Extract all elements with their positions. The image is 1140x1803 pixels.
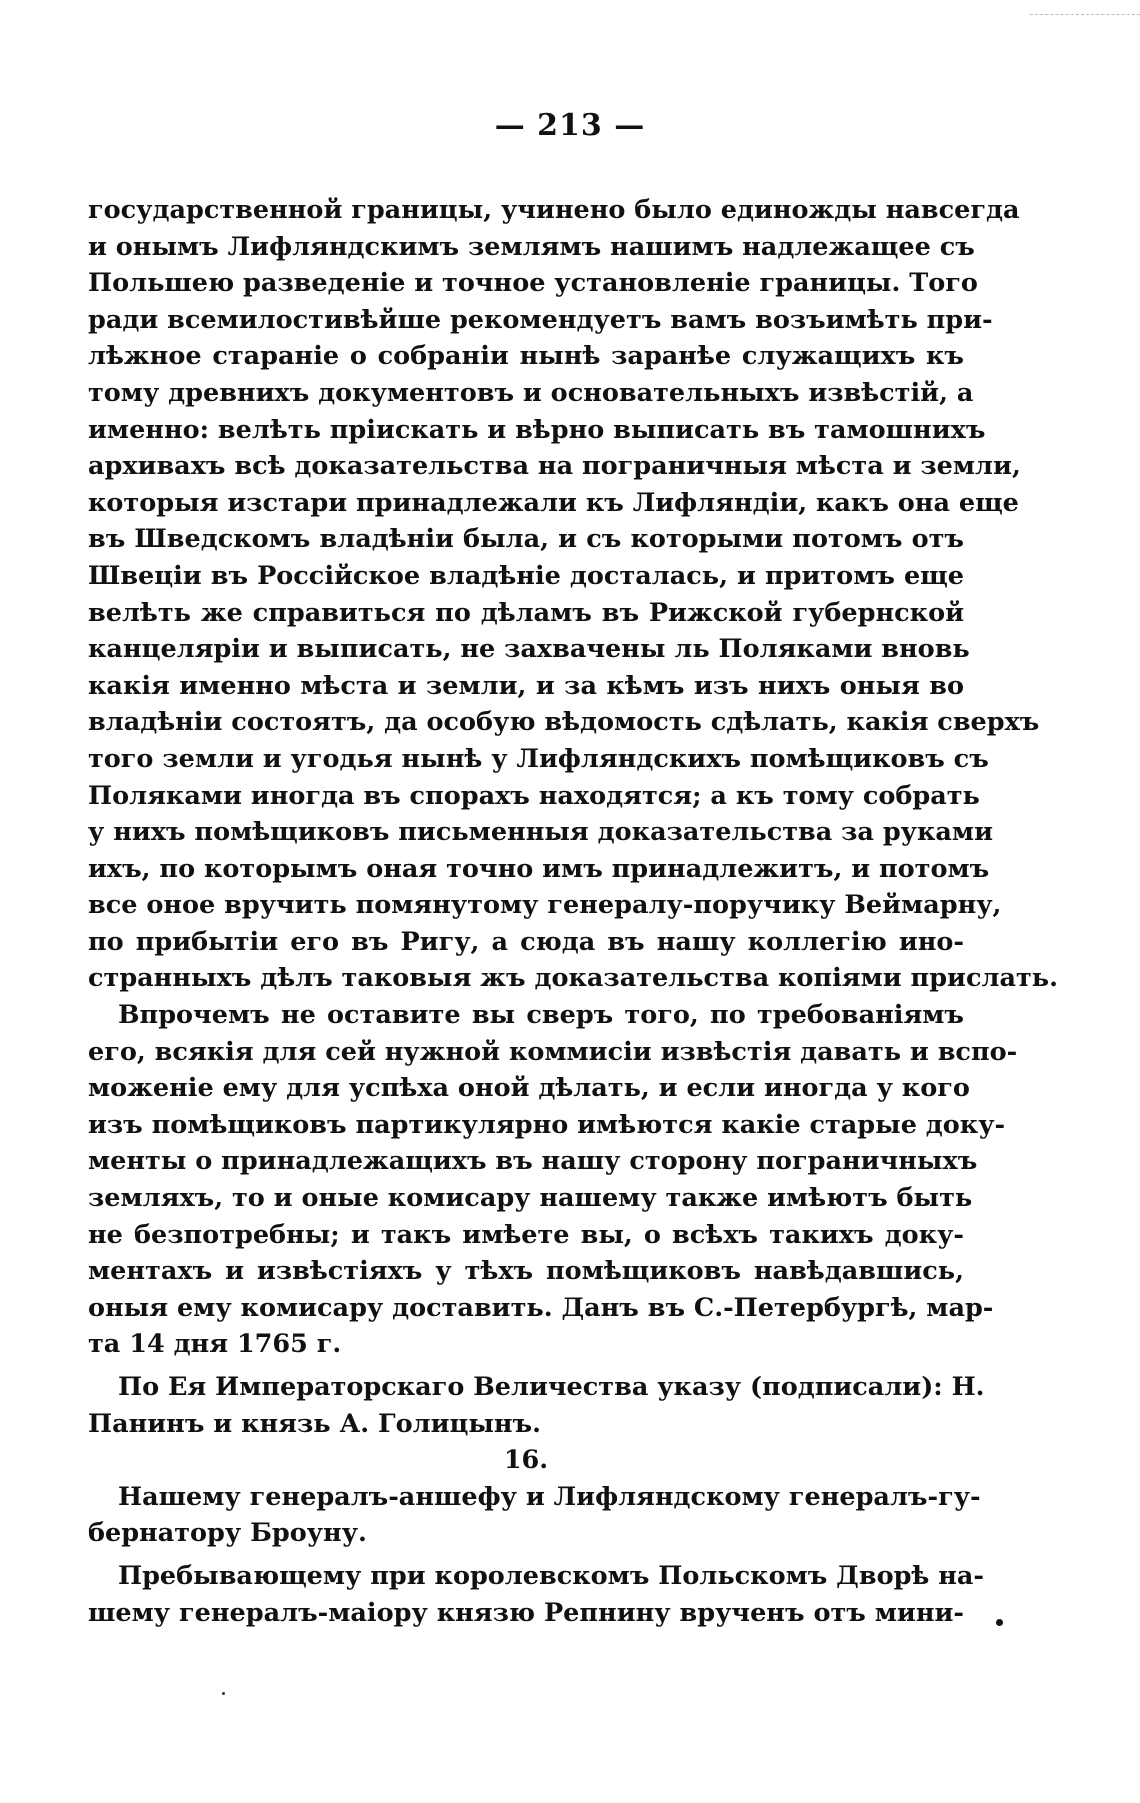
page-text bbox=[88, 192, 1058, 1631]
text-line: моженіе ему для успѣха оной дѣлать, и если иногда у кого bbox=[88, 1073, 970, 1104]
margin-dot bbox=[996, 1619, 1003, 1626]
text-line: ихъ, по которымъ оная точно имъ принадлежитъ, и потомъ bbox=[88, 853, 990, 884]
text-line: тому древнихъ документовъ и основательныхъ извѣстій, а bbox=[88, 377, 974, 408]
text-line: и онымъ Лифляндскимъ землямъ нашимъ надлежащее съ bbox=[88, 231, 975, 262]
text-line: оныя ему комисару доставить. Данъ въ С.-Петербургѣ, мар- bbox=[88, 1292, 994, 1323]
paragraph-decree-body bbox=[88, 192, 1058, 997]
text-line: изъ помѣщиковъ партикулярно имѣются какіе старые доку- bbox=[88, 1109, 1006, 1140]
section-address bbox=[88, 1479, 981, 1552]
text-line: ментахъ и извѣстіяхъ у тѣхъ помѣщиковъ навѣдавшись, bbox=[88, 1256, 964, 1287]
text-line: владѣніи состоятъ, да особую вѣдомость сдѣлать, какія сверхъ bbox=[88, 707, 1040, 738]
text-line: того земли и угодья нынѣ у Лифляндскихъ помѣщиковъ съ bbox=[88, 743, 989, 774]
text-line: его, всякія для сей нужной коммисіи извѣстія давать и вспо- bbox=[88, 1036, 1018, 1067]
text-line: Пребывающему при королевскомъ Польскомъ Дворѣ на- bbox=[118, 1560, 984, 1591]
text-line: которыя изстари принадлежали къ Лифляндіи, какъ она еще bbox=[88, 487, 1019, 518]
text-line: земляхъ, то и оные комисару нашему также имѣютъ быть bbox=[88, 1183, 973, 1214]
text-line: менты о принадлежащихъ въ нашу сторону пограничныхъ bbox=[88, 1146, 978, 1177]
text-line: велѣть же справиться по дѣламъ въ Рижской губернской bbox=[88, 597, 964, 628]
section-opening bbox=[88, 1558, 984, 1631]
text-line: Поляками иногда въ спорахъ находятся; а къ тому собрать bbox=[88, 780, 980, 811]
text-line: не безпотребны; и такъ имѣете вы, о всѣхъ такихъ доку- bbox=[88, 1219, 964, 1250]
text-line: архивахъ всѣ доказательства на пограничныя мѣста и земли, bbox=[88, 451, 1021, 482]
scan-edge-mark bbox=[1030, 14, 1140, 16]
section-number: 16. bbox=[503, 1445, 549, 1476]
text-line: шему генералъ-маіору князю Репнину врученъ отъ мини- bbox=[88, 1597, 964, 1628]
text-line: ради всемилостивѣйше рекомендуетъ вамъ возъимѣть при- bbox=[88, 304, 993, 335]
paragraph-signatures bbox=[88, 1369, 985, 1442]
text-line: въ Шведскомъ владѣніи была, и съ которыми потомъ отъ bbox=[88, 524, 964, 555]
text-line: бернатору Броуну. bbox=[88, 1518, 367, 1549]
text-line: Швеціи въ Россійское владѣніе досталась, и притомъ еще bbox=[88, 560, 964, 591]
text-line: по прибытіи его въ Ригу, а сюда въ нашу коллегію ино- bbox=[88, 926, 964, 957]
text-line: все оное вручить помянутому генералу-поручику Веймарну, bbox=[88, 890, 1002, 921]
text-line: лѣжное стараніе о собраніи нынѣ заранѣе служащихъ къ bbox=[88, 341, 964, 372]
text-line: государственной границы, учинено было единожды навсегда bbox=[88, 195, 1020, 225]
paragraph-instructions bbox=[88, 997, 1018, 1363]
text-line: По Ея Императорскаго Величества указу (подписали): Н. bbox=[118, 1372, 985, 1402]
page-number: — 213 — bbox=[494, 108, 646, 143]
text-line: Польшею разведеніе и точное установленіе границы. Того bbox=[88, 268, 978, 299]
text-line: та 14 дня 1765 г. bbox=[88, 1329, 342, 1360]
text-line: у нихъ помѣщиковъ письменныя доказательства за руками bbox=[88, 817, 993, 848]
text-line: Нашему генералъ-аншефу и Лифляндскому генералъ-гу- bbox=[118, 1481, 981, 1512]
text-line: странныхъ дѣлъ таковыя жъ доказательства копіями прислать. bbox=[88, 963, 1058, 994]
text-line: Панинъ и князь А. Голицынъ. bbox=[88, 1408, 541, 1439]
text-line: именно: велѣть пріискать и вѣрно выписать въ тамошнихъ bbox=[88, 414, 986, 445]
text-line: какія именно мѣста и земли, и за кѣмъ изъ нихъ оныя во bbox=[88, 670, 964, 701]
text-line: канцеляріи и выписать, не захвачены ль Поляками вновь bbox=[88, 634, 970, 665]
ink-speck bbox=[222, 1692, 225, 1695]
text-line: Впрочемъ не оставите вы сверъ того, по требованіямъ bbox=[118, 1000, 964, 1031]
